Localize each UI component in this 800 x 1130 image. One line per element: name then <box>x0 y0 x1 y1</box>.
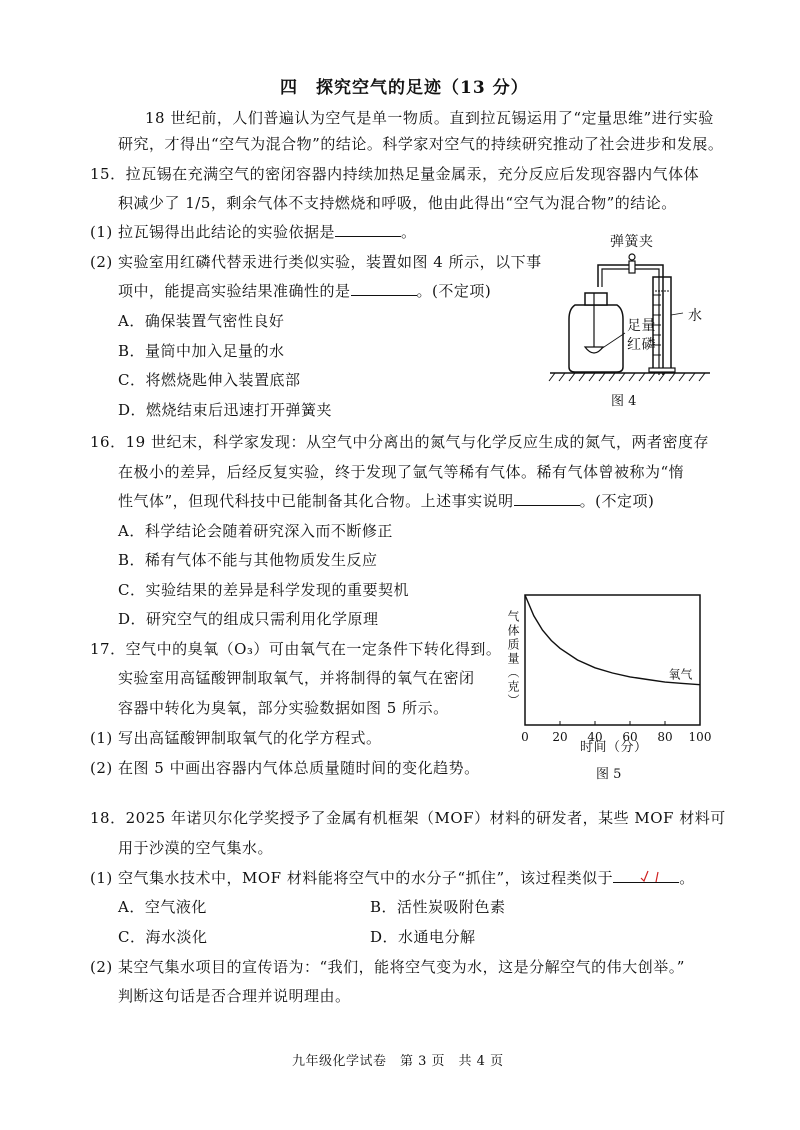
x-tick-label: 100 <box>688 730 712 744</box>
q15-part1-blank[interactable] <box>335 222 401 237</box>
q16-blank[interactable] <box>514 491 580 506</box>
q18-option-a: A．空气液化 <box>118 898 207 916</box>
section-title: 四 探究空气的足迹（13 分） <box>280 78 529 98</box>
figure-4-label-phosphorus-1: 足量 <box>627 318 656 334</box>
q18-part1-end: 。 <box>679 869 695 887</box>
red-check-mark <box>613 868 679 882</box>
q17-stem-2: 实验室用高锰酸钾制取氧气，并将制得的氧气在密闭 <box>118 669 475 687</box>
q16-stem-3 <box>118 491 654 511</box>
chart-y-axis-label: 气体质量（克） <box>506 610 520 708</box>
q16-option-a: A．科学结论会随着研究深入而不断修正 <box>118 522 393 540</box>
q18-part1-blank[interactable] <box>613 868 679 883</box>
q15-part1 <box>90 222 417 242</box>
q15-part2-line1: (2) 实验室用红磷代替汞进行类似实验，装置如图 4 所示，以下事 <box>90 253 542 271</box>
q18-option-b: B．活性炭吸附色素 <box>370 898 506 916</box>
q17-stem-3: 容器中转化为臭氧，部分实验数据如图 5 所示。 <box>118 699 449 717</box>
x-tick-label: 20 <box>552 730 568 744</box>
q16-option-b: B．稀有气体不能与其他物质发生反应 <box>118 551 378 569</box>
q15-option-c: C．将燃烧匙伸入装置底部 <box>118 371 301 389</box>
q16-stem-1: 16．19 世纪末，科学家发现：从空气中分离出的氮气与化学反应生成的氮气，两者密度存 <box>90 433 709 451</box>
q15-part1-end: 。 <box>401 223 417 241</box>
q18-part1-text: (1) 空气集水技术中，MOF 材料能将空气中的水分子“抓住”，该过程类似于 <box>90 869 614 887</box>
figure-5-chart <box>500 585 720 755</box>
q18-option-c: C．海水淡化 <box>118 928 208 946</box>
q15-option-a: A．确保装置气密性良好 <box>118 312 285 330</box>
q17-stem-1: 17．空气中的臭氧（O₃）可由氧气在一定条件下转化得到。 <box>90 640 502 658</box>
q16-option-d: D．研究空气的组成只需利用化学原理 <box>118 610 379 628</box>
q16-stem-3-text: 性气体”，但现代科技中已能制备其化合物。上述事实说明 <box>118 492 514 510</box>
figure-4-label-phosphorus-2: 红磷 <box>627 337 656 353</box>
q16-option-c: C．实验结果的差异是科学发现的重要契机 <box>118 581 409 599</box>
q15-option-b: B．量筒中加入足量的水 <box>118 342 285 360</box>
figure-4-label-clamp: 弹簧夹 <box>610 234 654 250</box>
q15-part2-end: 。(不定项) <box>416 282 492 300</box>
page-footer: 九年级化学试卷 第 3 页 共 4 页 <box>292 1054 504 1069</box>
q17-part1: (1) 写出高锰酸钾制取氧气的化学方程式。 <box>90 729 382 747</box>
q15-option-d: D．燃烧结束后迅速打开弹簧夹 <box>118 401 333 419</box>
q18-part2-line1: (2) 某空气集水项目的宣传语为：“我们，能将空气变为水，这是分解空气的伟大创举。” <box>90 958 685 976</box>
x-tick-label: 40 <box>587 730 603 744</box>
x-tick-label: 0 <box>521 730 529 744</box>
chart-plot-area <box>525 595 700 725</box>
q18-part2-line2: 判断这句话是否合理并说明理由。 <box>118 987 351 1005</box>
q18-stem-2: 用于沙漠的空气集水。 <box>118 839 274 857</box>
x-tick-label: 80 <box>657 730 673 744</box>
q15-part2-line2 <box>118 281 491 301</box>
q15-part1-text: (1) 拉瓦锡得出此结论的实验依据是 <box>90 223 336 241</box>
intro-line-1: 18 世纪前，人们普遍认为空气是单一物质。直到拉瓦锡运用了“定量思维”进行实验 <box>145 109 714 127</box>
figure-4-caption: 图 4 <box>611 394 637 409</box>
q15-part2-text: 项中，能提高实验结果准确性的是 <box>118 282 351 300</box>
q15-part2-blank[interactable] <box>351 281 417 296</box>
chart-series-label: 氧气 <box>668 667 693 682</box>
figure-5-caption: 图 5 <box>596 767 622 782</box>
figure-4-label-water: 水 <box>688 308 703 324</box>
q18-option-d: D．水通电分解 <box>370 928 476 946</box>
q16-stem-2: 在极小的差异，后经反复实验，终于发现了氩气等稀有气体。稀有气体曾被称为“惰 <box>118 463 685 481</box>
q15-stem-2: 积减少了 1/5，剩余气体不支持燃烧和呼吸，他由此得出“空气为混合物”的结论。 <box>118 194 677 212</box>
q15-stem-1: 15．拉瓦锡在充满空气的密闭容器内持续加热足量金属汞，充分反应后发现容器内气体体 <box>90 165 700 183</box>
q16-stem-3-end: 。(不定项) <box>579 492 655 510</box>
x-tick-label: 60 <box>622 730 638 744</box>
q18-stem-1: 18．2025 年诺贝尔化学奖授予了金属有机框架（MOF）材料的研发者，某些 MOF 材料可 <box>90 809 726 827</box>
intro-line-2: 研究，才得出“空气为混合物”的结论。科学家对空气的持续研究推动了社会进步和发展。 <box>118 135 724 153</box>
q18-part1 <box>90 868 695 888</box>
q17-part2: (2) 在图 5 中画出容器内气体总质量随时间的变化趋势。 <box>90 759 480 777</box>
chart-x-axis-label: 时间（分） <box>580 740 648 755</box>
